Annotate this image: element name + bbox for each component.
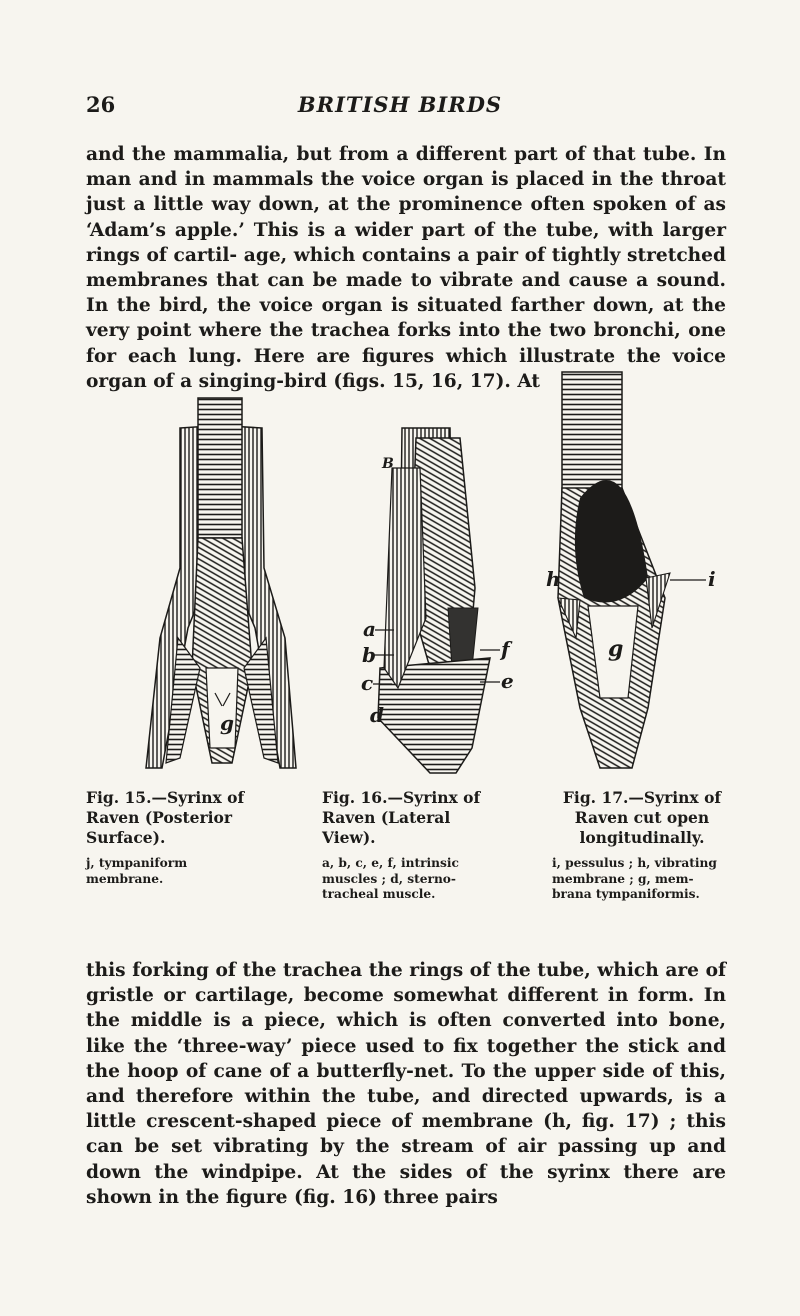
caption-fig-16-body: a, b, c, e, f, intrinsic muscles ; d, sterno- tracheal muscle.: [322, 856, 459, 901]
caption-fig-17: [552, 788, 732, 903]
fig16-label-e: e: [501, 669, 514, 693]
fig16-label-c: c: [361, 671, 374, 695]
fig16-label-d: d: [370, 703, 384, 727]
running-title: BRITISH BIRDS: [297, 92, 503, 117]
figures-row: [80, 368, 740, 778]
page-number: 26: [86, 92, 116, 117]
caption-fig-16: [322, 788, 497, 903]
syrinx-illustrations: [80, 368, 740, 778]
figure-15-drawing: [146, 398, 296, 768]
fig17-label-i: i: [708, 567, 716, 591]
caption-fig-15: [86, 788, 256, 887]
caption-fig-17-body: i, pessulus ; h, vibrating membrane ; g, mem- brana tympaniformis.: [552, 856, 717, 901]
page-header: [86, 92, 714, 122]
caption-fig-15-title: Fig. 15.—Syrinx of Raven (Posterior Surface).: [86, 788, 245, 847]
body-paragraph-top: and the mammalia, but from a different part of that tube. In man and in mammals the voice organ is placed in the throat just a little way down, at the prominence often spoken of as ‘Adam’s apple.’ This is a wider part of the tube, with larger rings of cartil- age, which contains a pair of tightly stretched membranes that can be made to vibrate and cause a sound. In the bird, the voice organ is situated farther down, at the very point where the trachea forks into the two bronchi, one for each lung. Here are figures which illustrate the voice organ of a singing-bird (figs. 15, 16, 17). At: [86, 144, 726, 392]
figure-16-drawing: [361, 428, 514, 773]
fig15-label-g: g: [220, 711, 234, 735]
fig17-label-h: h: [546, 567, 561, 591]
fig16-label-a: a: [363, 617, 376, 641]
fig16-label-f: f: [501, 637, 510, 661]
fig16-label-B: B: [382, 456, 394, 472]
figure-17-drawing: [546, 372, 716, 768]
body-paragraph-bottom: this forking of the trachea the rings of the tube, which are of gristle or cartilage, become somewhat different in form. In the middle is a piece, which is often converted into bone, like the ‘three-way’ piece used to fix together the stick and the hoop of cane of a butterfly-net. To the upper side of this, and therefore within the tube, and directed upwards, is a little crescent-shaped piece of membrane (h, fig. 17) ; this can be set vibrating by the stream of air passing up and down the windpipe. At the sides of the syrinx there are shown in the figure (fig. 16) three pairs: [86, 960, 726, 1208]
fig16-label-b: b: [362, 643, 376, 667]
caption-fig-17-title: Fig. 17.—Syrinx of Raven cut open longitudinally.: [562, 788, 722, 847]
caption-fig-15-body: j, tympaniform membrane.: [86, 856, 188, 886]
fig17-label-g: g: [608, 636, 624, 662]
caption-fig-16-title: Fig. 16.—Syrinx of Raven (Lateral View).: [322, 788, 481, 847]
